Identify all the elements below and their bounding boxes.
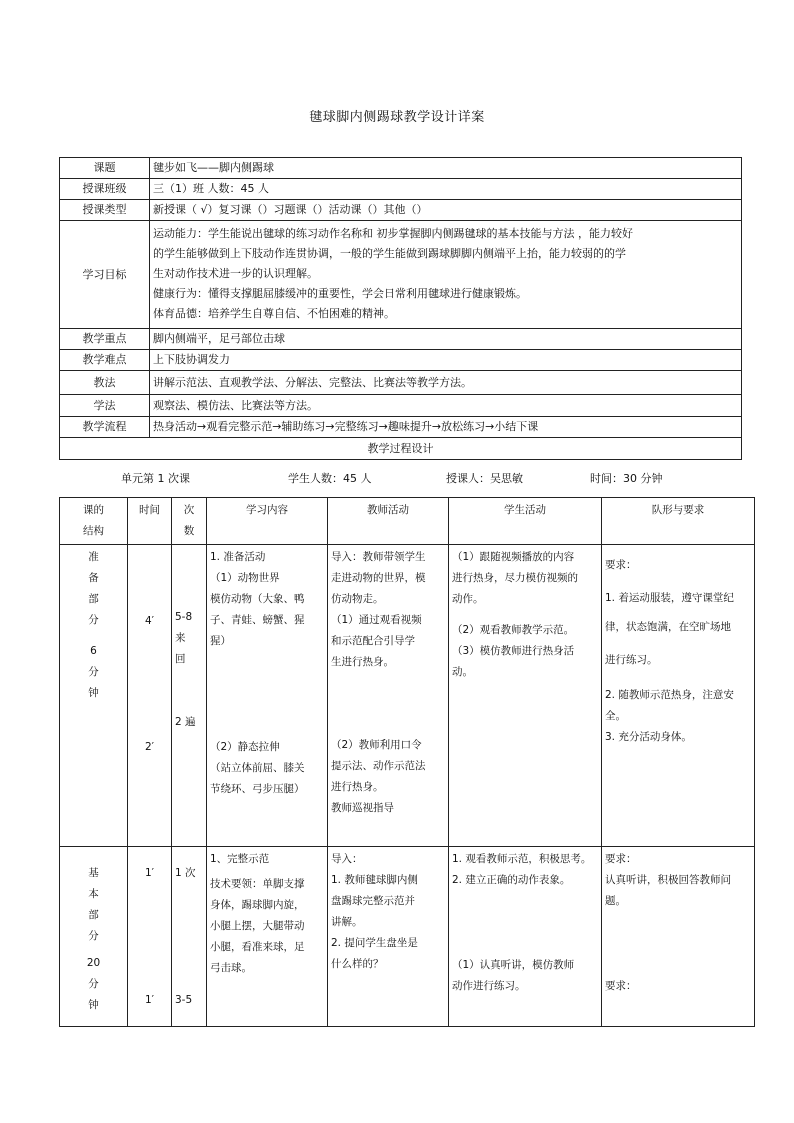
basic-row — [60, 847, 755, 1027]
class-label: 授课班级 — [60, 179, 150, 200]
key-label: 教学重点 — [60, 329, 150, 350]
flow-value: 热身活动→观看完整示范→辅助练习→完整练习→趣味提升→放松练习→小结下课 — [150, 417, 742, 438]
goal-line: 运动能力：学生能说出毽球的练习动作名称和 初步掌握脚内侧踢毽球的基本技能与方法 ，能力较好 — [153, 227, 633, 240]
header-content: 学习内容 — [207, 498, 328, 545]
difficulty-label: 教学难点 — [60, 350, 150, 371]
prep-student: （1）跟随视频播放的内容 进行热身，尽力模仿视频的 动作。 （2）观看教师教学示范。 （3）模仿教师进行热身活 动。 — [449, 545, 602, 847]
prep-row — [60, 545, 755, 847]
goals-label: 学习目标 — [60, 221, 150, 329]
basic-teacher: 导入： 1. 教师毽球脚内侧 盘踢球完整示范并 讲解。 2. 提问学生盘坐是 什么样的？ — [328, 847, 449, 1027]
lesson-info-table — [59, 157, 742, 460]
lesson-duration: 时间：30 分钟 — [590, 472, 663, 485]
learn-label: 学法 — [60, 395, 150, 417]
prep-teacher: 导入：教师带领学生 走进动物的世界，模 仿动物走。 （1）通过观看视频 和示范配合引导学 生进行热身。 （2）教师利用口令 提示法、动作示范法 进行热身。 教师巡视指导 — [328, 545, 449, 847]
class-value: 三（1）班 人数：45 人 — [150, 179, 742, 200]
flow-label: 教学流程 — [60, 417, 150, 438]
basic-count: 1 次 3-5 — [172, 847, 207, 1027]
lesson-meta — [0, 470, 794, 488]
prep-time: 4′ 2′ — [128, 545, 172, 847]
basic-content: 1、完整示范 技术要领：单脚支撑 身体，踢球脚内旋， 小腿上摆，大腿带动 小腿，看准来球，足 弓击球。 — [207, 847, 328, 1027]
header-teacher: 教师活动 — [328, 498, 449, 545]
type-label: 授课类型 — [60, 200, 150, 221]
basic-structure: 基 本 部 分 20 分 钟 — [60, 847, 128, 1027]
goal-line: 健康行为：懂得支撑腿屈膝缓冲的重要性，学会日常利用毽球进行健康锻炼。 — [153, 287, 527, 300]
header-count: 次 数 — [172, 498, 207, 545]
goals-value — [150, 221, 742, 329]
key-value: 脚内侧端平，足弓部位击球 — [150, 329, 742, 350]
learn-value: 观察法、模仿法、比赛法等方法。 — [150, 395, 742, 417]
header-formation: 队形与要求 — [602, 498, 755, 545]
header-structure: 课的 结构 — [60, 498, 128, 545]
lesson-number: 单元第 1 次课 — [121, 472, 190, 485]
prep-structure: 准 备 部 分 6 分 钟 — [60, 545, 128, 847]
basic-student: 1. 观看教师示范，积极思考。 2. 建立正确的动作表象。 （1）认真听讲，模仿教师 动作进行练习。 — [449, 847, 602, 1027]
prep-count: 5-8 来 回 2 遍 — [172, 545, 207, 847]
topic-value: 毽步如飞——脚内侧踢球 — [150, 158, 742, 179]
method-label: 教法 — [60, 371, 150, 395]
student-count: 学生人数：45 人 — [288, 472, 372, 485]
lesson-process-table — [59, 497, 755, 1027]
document-title: 毽球脚内侧踢球教学设计详案 — [309, 110, 485, 125]
basic-time: 1′ 1′ — [128, 847, 172, 1027]
header-student: 学生活动 — [449, 498, 602, 545]
difficulty-value: 上下肢协调发力 — [150, 350, 742, 371]
goal-line: 体育品德：培养学生自尊自信、不怕困难的精神。 — [153, 307, 395, 320]
basic-formation: 要求： 认真听讲，积极回答教师问 题。 要求： — [602, 847, 755, 1027]
goal-line: 生对动作技术进一步的认识理解。 — [153, 267, 318, 280]
header-time: 时间 — [128, 498, 172, 545]
prep-formation: 要求： 1. 着运动服装，遵守课堂纪 律，状态饱满，在空旷场地 进行练习。 2. 随教师示范热身，注意安 全。 3. 充分活动身体。 — [602, 545, 755, 847]
goal-line: 的学生能够做到上下肢动作连贯协调，一般的学生能做到踢球脚脚内侧端平上抬，能力较弱的的学 — [153, 247, 626, 260]
teacher-name: 授课人：吴思敏 — [446, 472, 523, 485]
prep-content: 1. 准备活动 （1）动物世界 模仿动物（大象、鸭 子、青蛙、螃蟹、猩 猩） （2）静态拉伸 （站立体前屈、膝关 节绕环、弓步压腿） — [207, 545, 328, 847]
topic-label: 课题 — [60, 158, 150, 179]
process-title: 教学过程设计 — [60, 438, 742, 460]
method-value: 讲解示范法、直观教学法、分解法、完整法、比赛法等教学方法。 — [150, 371, 742, 395]
type-value: 新授课（ √）复习课（）习题课（）活动课（）其他（） — [150, 200, 742, 221]
